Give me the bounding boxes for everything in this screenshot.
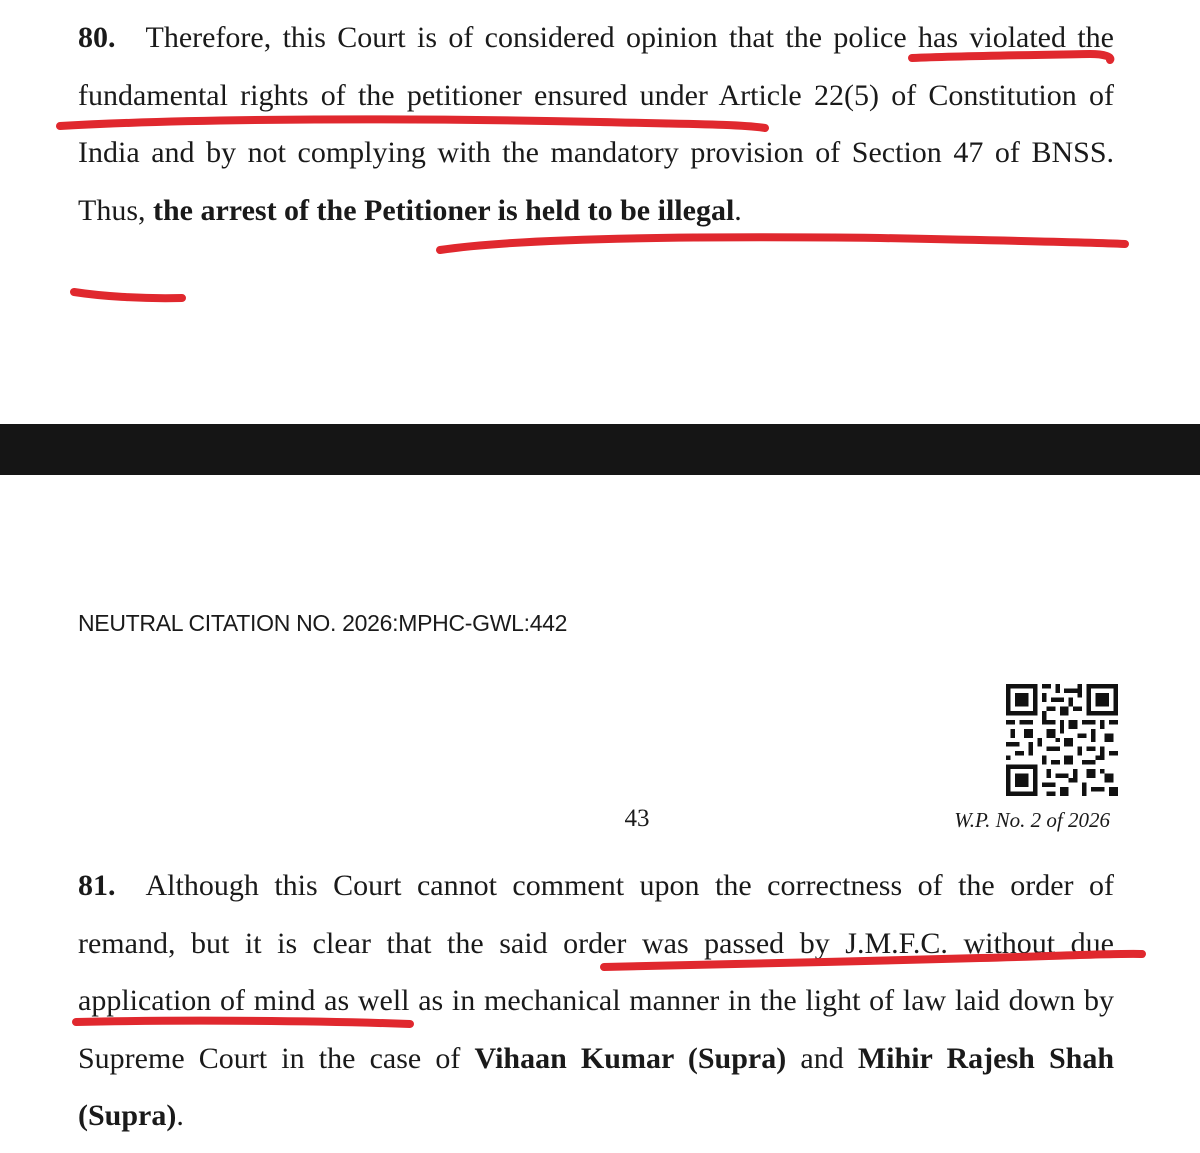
paragraph-text: and: [786, 1041, 858, 1075]
case-number: W.P. No. 2 of 2026: [954, 808, 1110, 832]
paragraph-number: 81.: [78, 869, 116, 902]
paragraph-text: Although this Court cannot comment upon the correctness of the order of remand, but it is clear that the said: [78, 869, 1114, 960]
red-underline-stroke: [74, 292, 182, 298]
page-number: 43: [624, 805, 650, 832]
paragraph-80: [78, 9, 1114, 239]
bold-holding-text: the arrest of the Petitioner is held to be illegal: [153, 193, 735, 227]
neutral-citation: NEUTRAL CITATION NO. 2026:MPHC-GWL:442: [78, 610, 568, 636]
qr-code-icon: [1006, 684, 1118, 796]
paragraph-text: Therefore, this Court is of considered opinion that: [145, 21, 786, 54]
paragraph-number: 80.: [78, 21, 116, 54]
paragraph-81: [78, 857, 1114, 1145]
paragraph-text: as well as in mechanical manner in the light of law laid down by Supreme Court in the case of: [78, 984, 1115, 1075]
case-name: Mihir Rajesh Shah (Supra): [78, 1041, 1114, 1132]
case-name: Vihaan Kumar (Supra): [474, 1041, 787, 1075]
paragraph-text: .: [176, 1099, 184, 1132]
red-underline-stroke: [440, 237, 1125, 250]
paragraph-text: ensured under Article 22(5) of Constitution of India and by not complying with the mandatory provision of Section 47 of BNSS. Thus,: [78, 78, 1114, 227]
underlined-text: order was passed by J.M.F.C. without due application of mind: [78, 926, 1114, 1017]
underlined-text: the police has violated the fundamental rights of the petitioner: [78, 21, 1114, 112]
page-divider: [0, 424, 1200, 475]
paragraph-text: .: [734, 193, 742, 227]
